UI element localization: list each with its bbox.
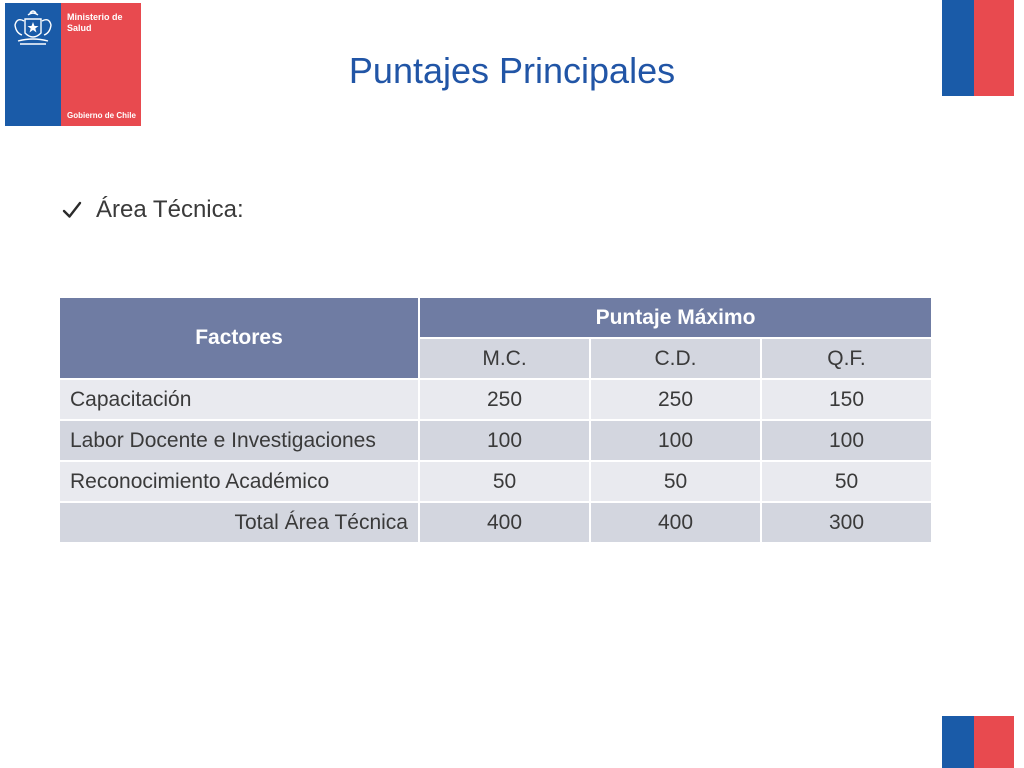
bullet-text: Área Técnica: xyxy=(96,196,244,223)
cell-value: 50 xyxy=(591,462,760,501)
logo-government-name: Gobierno de Chile xyxy=(67,111,136,120)
cell-value: 300 xyxy=(762,503,931,542)
logo-ministry-name: Ministerio de Salud xyxy=(67,12,123,33)
cell-value: 50 xyxy=(420,462,589,501)
header-puntaje-maximo: Puntaje Máximo xyxy=(420,298,931,337)
subheader-qf: Q.F. xyxy=(762,339,931,378)
checkmark-icon xyxy=(62,200,82,220)
table-total-row xyxy=(60,503,931,542)
subheader-mc: M.C. xyxy=(420,339,589,378)
cell-value: 100 xyxy=(762,421,931,460)
row-label: Reconocimiento Académico xyxy=(60,462,418,501)
flag-red-stripe xyxy=(974,716,1014,768)
table-row xyxy=(60,421,931,460)
flag-stripes-bottom xyxy=(942,716,1014,768)
row-label: Labor Docente e Investigaciones xyxy=(60,421,418,460)
flag-blue-stripe xyxy=(942,716,974,768)
subheader-cd: C.D. xyxy=(591,339,760,378)
coat-of-arms-icon xyxy=(10,7,56,47)
score-table xyxy=(58,296,933,544)
table-row xyxy=(60,380,931,419)
bullet-item xyxy=(62,196,244,224)
cell-value: 100 xyxy=(591,421,760,460)
table-header-row xyxy=(60,298,931,337)
cell-value: 150 xyxy=(762,380,931,419)
slide-title: Puntajes Principales xyxy=(348,50,676,91)
cell-value: 250 xyxy=(420,380,589,419)
cell-value: 400 xyxy=(591,503,760,542)
row-label: Capacitación xyxy=(60,380,418,419)
cell-value: 100 xyxy=(420,421,589,460)
cell-value: 400 xyxy=(420,503,589,542)
table-row xyxy=(60,462,931,501)
total-label: Total Área Técnica xyxy=(60,503,418,542)
cell-value: 50 xyxy=(762,462,931,501)
header-factores: Factores xyxy=(60,298,418,378)
cell-value: 250 xyxy=(591,380,760,419)
